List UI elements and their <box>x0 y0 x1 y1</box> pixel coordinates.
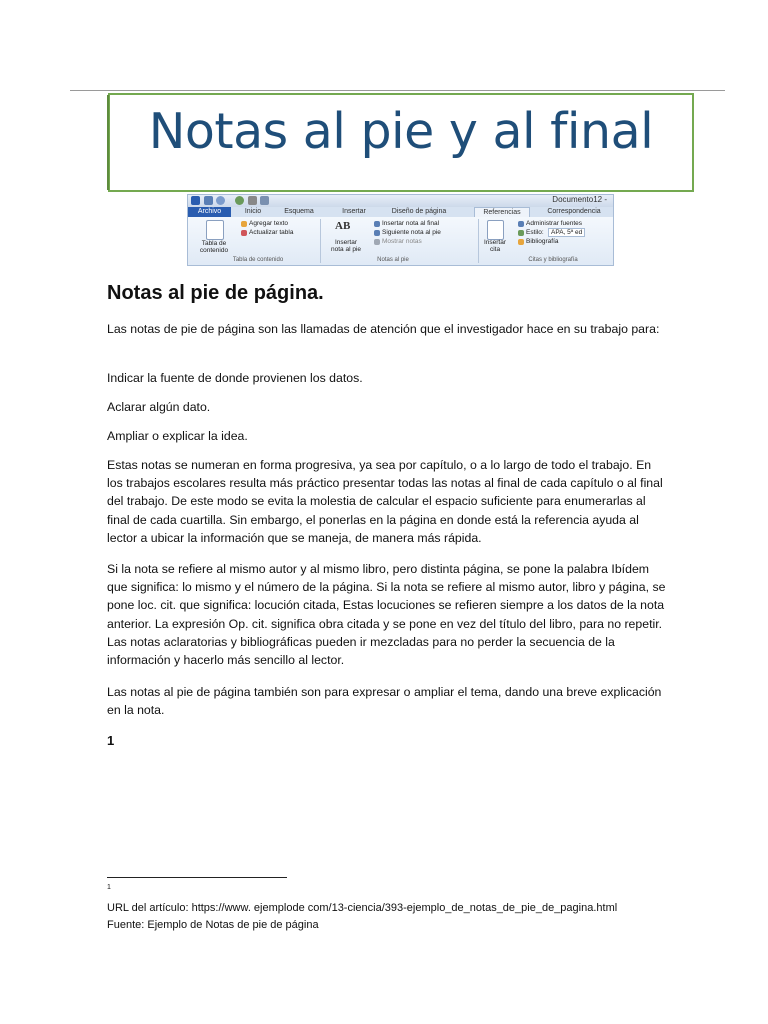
tab-diseno-pagina[interactable]: Diseño de página <box>391 208 447 215</box>
update-table-icon <box>241 230 247 236</box>
spell-icon <box>248 196 257 205</box>
insert-endnote-button[interactable]: Insertar nota al final <box>382 220 440 227</box>
style-label: Estilo: <box>526 229 544 236</box>
group-separator <box>478 219 479 263</box>
tab-archivo[interactable]: Archivo <box>188 207 231 217</box>
word-logo-icon <box>191 196 200 205</box>
group-label-toc: Tabla de contenido <box>232 257 284 263</box>
group-label-citations: Citas y bibliografía <box>528 257 578 263</box>
document-name: Documento12 - <box>552 195 607 204</box>
section-heading: Notas al pie de página. <box>107 282 324 304</box>
footnote-url: URL del artículo: https://www. ejemplode com/13-ciencia/393-ejemplo_de_notas_de_pie_de_pagina.html <box>107 902 618 914</box>
tab-esquema[interactable]: Esquema <box>284 208 314 215</box>
save-icon <box>204 196 213 205</box>
next-footnote-icon <box>374 230 380 236</box>
add-text-icon <box>241 221 247 227</box>
page-title: Notas al pie y al final <box>148 103 654 160</box>
footnote-text <box>107 900 617 934</box>
ribbon-tabs <box>188 207 613 217</box>
footnote-number: 1 <box>107 884 111 891</box>
manage-sources-button[interactable]: Administrar fuentes <box>526 220 582 227</box>
next-footnote-button[interactable]: Siguiente nota al pie <box>382 229 441 236</box>
paragraph: Indicar la fuente de donde provienen los datos. <box>107 371 363 385</box>
add-text-button[interactable]: Agregar texto <box>249 220 289 227</box>
refresh-icon <box>235 196 244 205</box>
tab-insertar[interactable]: Insertar <box>342 208 366 215</box>
paragraph: Las notas de pie de página son las llamadas de atención que el investigador hace en su trabajo para: <box>107 322 660 336</box>
ribbon-body <box>188 217 613 266</box>
footnote-source: Fuente: Ejemplo de Notas de pie de página <box>107 919 319 931</box>
paragraph: Ampliar o explicar la idea. <box>107 429 248 443</box>
paragraph: Aclarar algún dato. <box>107 400 211 414</box>
footnote-ab-icon: AB <box>335 220 351 232</box>
footnote-reference: 1 <box>107 733 115 748</box>
paragraph: Si la nota se refiere al mismo autor y al mismo libro, pero distinta página, se pone la palabra Ibídem que significa: lo mismo y el número de la página. Si la nota se refiere al mismo autor, libro y página, se pone loc. cit. que significa: locución citada, Estas locuciones se refieren siempre a los datos de la nota anterior. La expresión Op. cit. significa obra citada y se pone en vez del título del libro, para no repetir. Las notas aclaratorias y bibliográficas pueden ir mezcladas para no perder la secuencia de la información y hacerlo más sencillo al lector. <box>107 562 666 668</box>
insert-footnote-button[interactable]: Insertar nota al pie <box>331 239 361 253</box>
style-dropdown[interactable]: APA, 5ª ed <box>548 228 585 237</box>
title-box-shadow <box>107 95 109 190</box>
group-separator <box>320 219 321 263</box>
tab-correspondencia[interactable]: Correspondencia <box>547 208 601 215</box>
group-label-footnotes: Notas al pie <box>377 257 409 263</box>
paragraph: Estas notas se numeran en forma progresiva, ya sea por capítulo, o a lo largo de todo el trabajo. En los trabajos escolares resulta más práctico presentar todas las notas al final de cada capítulo o al final del trabajo. De este modo se evita la molestia de calcular el espacio suficiente para enumerarlas al final de cada cuartilla. Sin embargo, el ponerlas en la página en donde está la referencia ayuda al lector a ubicar la información que se maneja, de manera más rápida. <box>107 458 663 545</box>
undo-icon <box>216 196 225 205</box>
ribbon-title-bar <box>188 195 613 207</box>
update-table-button[interactable]: Actualizar tabla <box>249 229 294 236</box>
word-ribbon-image <box>187 194 614 266</box>
footnote-separator <box>107 877 287 878</box>
tab-inicio[interactable]: Inicio <box>244 208 262 215</box>
tab-referencias[interactable]: Referencias <box>474 207 530 217</box>
insert-citation-button[interactable]: Insertar cita <box>483 239 507 253</box>
show-notes-button[interactable]: Mostrar notas <box>382 238 422 245</box>
citation-icon <box>487 220 504 240</box>
insert-endnote-icon <box>374 221 380 227</box>
header-rule <box>70 90 725 91</box>
paragraph: Las notas al pie de página también son para expresar o ampliar el tema, dando una breve explicación en la nota. <box>107 685 662 718</box>
toc-button[interactable]: Tabla de contenido <box>199 240 229 254</box>
toc-icon <box>206 220 224 240</box>
bibliography-icon <box>518 239 524 245</box>
title-box <box>108 93 694 192</box>
manage-sources-icon <box>518 221 524 227</box>
print-icon <box>260 196 269 205</box>
show-notes-icon <box>374 239 380 245</box>
bibliography-button[interactable]: Bibliografía <box>526 238 559 245</box>
style-icon <box>518 230 524 236</box>
